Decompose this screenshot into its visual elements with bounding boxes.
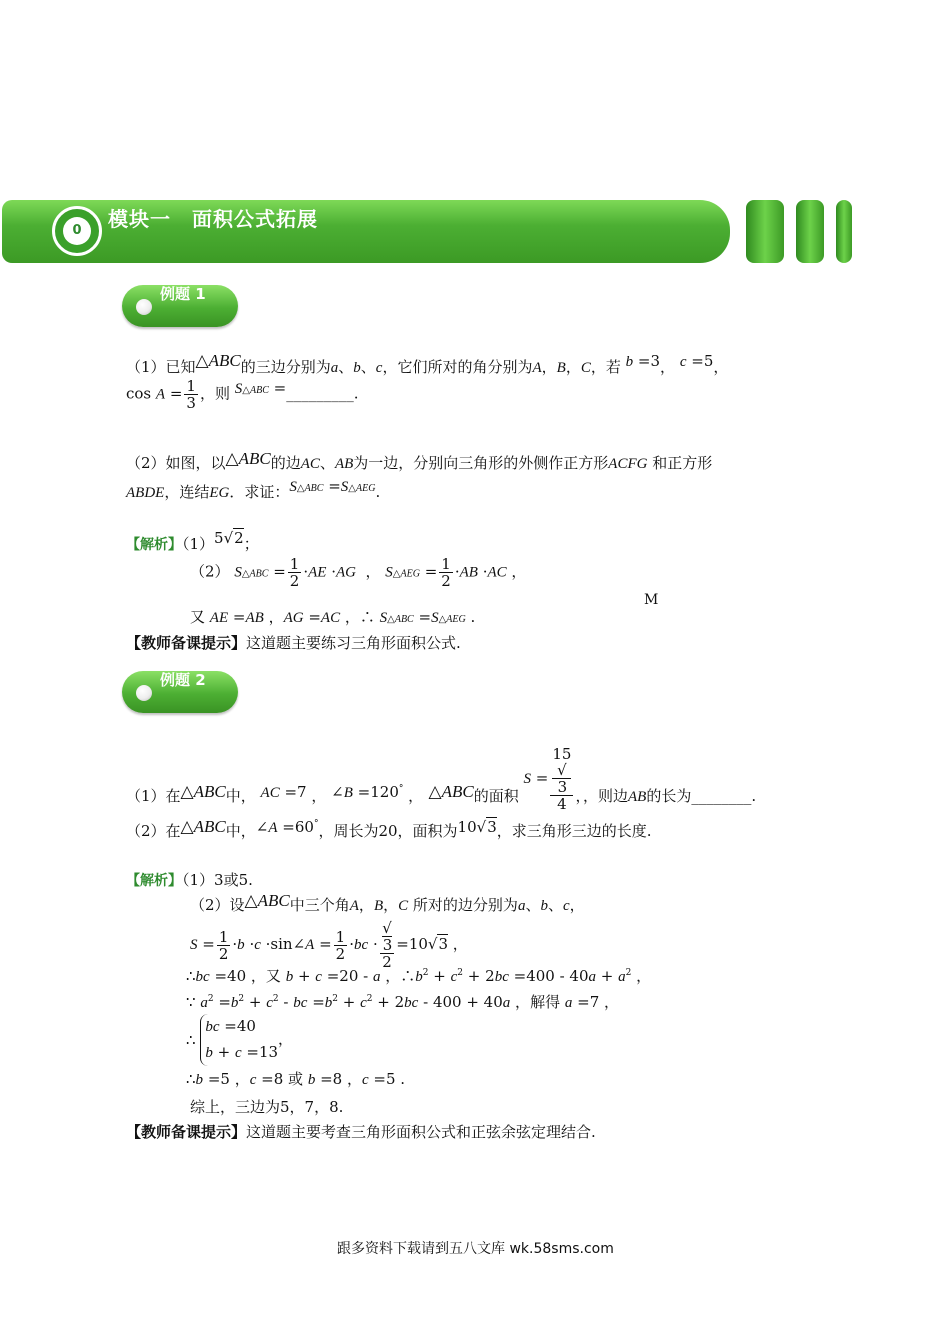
footer-text: 跟多资料下载请到五八文库 wk.58sms.com	[337, 1241, 614, 1257]
pill-dot-icon	[136, 685, 152, 701]
decor-bar-3	[836, 200, 852, 263]
module-icon	[52, 206, 102, 256]
ex2-q1-blank: ________	[691, 787, 752, 805]
example-1-pill	[122, 285, 238, 327]
ex1-solution-label: 【解析】	[126, 537, 182, 553]
example-2-pill	[122, 671, 238, 713]
pill-dot-icon	[136, 299, 152, 315]
decor-bar-1	[746, 200, 784, 263]
ex1-q1-line1: （1）已知△ABC的三边分别为a、b、c，它们所对的角分别为A，B，C，若 b =3， c =5，	[126, 351, 729, 376]
ex2-solution-system: ∴ bc =40 b + c =13 ，	[186, 1014, 293, 1066]
ex2-tip: 【教师备课提示】这道题主要考查三角形面积公式和正弦余弦定理结合.	[126, 1123, 596, 1141]
ex1-q2-line2: ABDE，连结EG．求证：S△ABC =S△AEG.	[126, 477, 381, 501]
example-1-label: 例题 1	[160, 285, 206, 303]
ex2-q1: （1）在△ABC中， AC =7 ， ∠B =120° ， △ABC的面积 S = 15 √ 3 4 ，，则边AB的长为________.	[126, 745, 757, 813]
ex1-q2-line1: （2）如图，以△ABC的边AC、AB为一边，分别向三角形的外侧作正方形ACFG 和正方形	[126, 449, 713, 472]
ex2-solution-line5: ∵ $a^2 =b^2 + c^2$ - bc $=b^2 + c^2 + 2bc - 400 + 40a$ ，解得 a =7 ，	[186, 993, 620, 1011]
ex2-solution-line1: 【解析】（1）3或5.	[126, 871, 253, 889]
module-title: 模块一 面积公式拓展	[108, 207, 318, 231]
ex1-solution-line1: 【解析】（1）5√2；	[126, 529, 259, 553]
ex2-solution-line3: S = $\frac{1}{2}$ ·b ·c ·sin∠A = $\frac{1}{2}$ ·bc · √ 3 2 =10√3 ，	[190, 919, 468, 971]
figure-fragment: M	[644, 592, 659, 608]
ex1-q1-line2: cos A = $\frac{1}{3}$ ，则 S△ABC =_________.	[126, 377, 359, 412]
decor-bar-2	[796, 200, 824, 263]
example-2-label: 例题 2	[160, 671, 206, 689]
ex1-tip-label: 【教师备课提示】	[126, 634, 247, 652]
ex2-summary: 综上，三边为5，7，8.	[190, 1098, 344, 1116]
module-icon-number: 0	[63, 217, 91, 245]
ex2-solution-line4: ∴bc =40 ，又 b + c =20 - a ，$\therefore b^2 + c^2 + 2bc =400 - 40a + a^2$ ，	[186, 967, 652, 985]
ex2-solution-line2: （2）设△ABC中三个角A，B，C 所对的边分别为a、b、c，	[190, 891, 585, 914]
ex2-tip-label: 【教师备课提示】	[126, 1123, 247, 1141]
ex1-tip: 【教师备课提示】这道题主要练习三角形面积公式.	[126, 634, 461, 652]
ex1-solution-line3: 又 AE =AB ，AG =AC ，∴ S△ABC =S△AEG .	[190, 608, 476, 626]
ex2-solution-line7: ∴b =5 ，c =8 或 b =8 ，c =5 .	[186, 1070, 406, 1088]
ex2-q2: （2）在△ABC中，∠A =60°，周长为20，面积为10√3，求三角形三边的长度.	[126, 817, 652, 840]
ex1-q1-blank: _________	[286, 384, 354, 403]
ex2-solution-label: 【解析】	[126, 873, 182, 889]
ex1-solution-line2: （2） S△ABC = $\frac{1}{2}$ ·AE ·AG ， S△AEG = $\frac{1}{2}$ ·AB ·AC ，	[190, 555, 527, 590]
